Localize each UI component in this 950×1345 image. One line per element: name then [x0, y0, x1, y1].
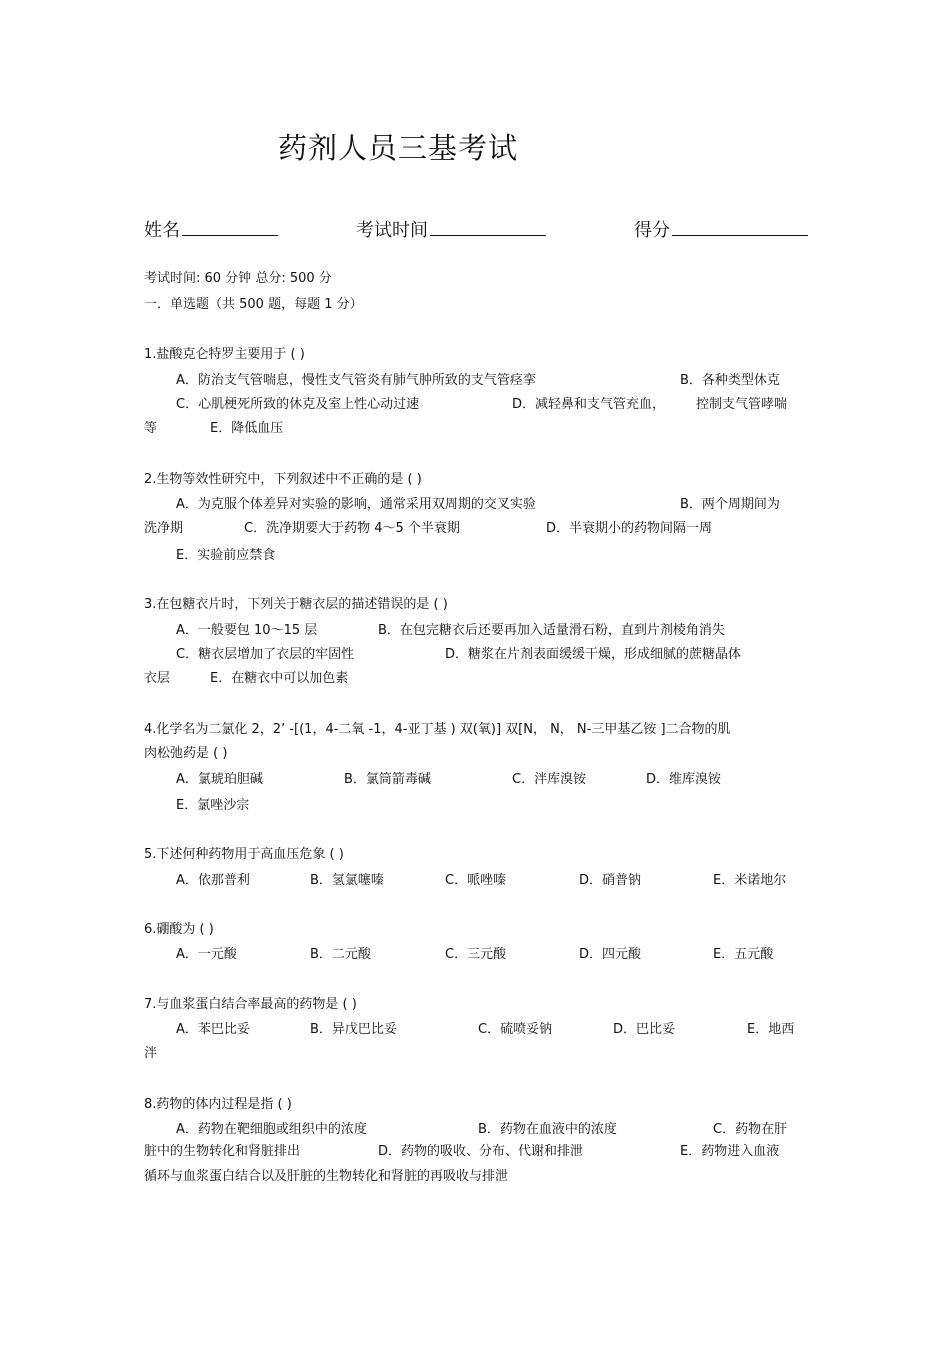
option: D．维库溴铵: [646, 772, 722, 787]
option: A．一般要包 10～15 层: [176, 623, 318, 638]
option: D．四元酸: [579, 947, 642, 962]
option: E．药物进入血液: [680, 1144, 780, 1159]
option-continued: 洗净期: [144, 521, 184, 536]
option: B．氯筒箭毒碱: [344, 772, 431, 787]
option: B．二元酸: [310, 947, 371, 962]
option: C．硫喷妥钠: [478, 1022, 553, 1037]
question-stem: 7.与血浆蛋白结合率最高的药物是 ( ): [144, 997, 357, 1012]
exam-time-field[interactable]: [356, 216, 546, 242]
name-blank[interactable]: [182, 219, 278, 236]
question-stem: 6.硼酸为 ( ): [144, 922, 214, 937]
exam-time-blank[interactable]: [430, 219, 546, 236]
option: C．药物在肝: [713, 1122, 788, 1137]
option: D．半衰期小的药物间隔一周: [546, 521, 713, 536]
option: C．泮库溴铵: [512, 772, 587, 787]
option: B．各种类型休克: [680, 373, 780, 388]
option-continued: 控制支气管哮喘: [696, 397, 788, 412]
question-stem-continued: 肉松弛药是 ( ): [144, 746, 228, 761]
option: C．心肌梗死所致的休克及室上性心动过速: [176, 397, 420, 412]
option: A．一元酸: [176, 947, 237, 962]
option: E．米诺地尔: [713, 873, 787, 888]
option: E．地西: [747, 1022, 795, 1037]
option: E．实验前应禁食: [176, 548, 276, 563]
section-heading: 一．单选题（共 500 题，每题 1 分）: [144, 297, 363, 312]
option: A．氯琥珀胆碱: [176, 772, 263, 787]
option: B．在包完糖衣后还要再加入适量滑石粉，直到片剂棱角消失: [378, 623, 725, 638]
option-continued: 脏中的生物转化和肾脏排出: [144, 1144, 301, 1159]
option: D．巴比妥: [613, 1022, 676, 1037]
question-stem: 4.化学名为二氯化 2，2’ -[(1，4-二氧 -1，4-亚丁基 ) 双(氧)] 双[N， N， N-三甲基乙铵 ]二合物的肌: [144, 722, 731, 737]
option: E．氯唑沙宗: [176, 798, 250, 813]
option-continued: 泮: [144, 1046, 158, 1061]
score-blank[interactable]: [672, 219, 808, 236]
option: E．降低血压: [210, 421, 284, 436]
option: A．依那普利: [176, 873, 250, 888]
exam-info: 考试时间: 60 分钟 总分: 500 分: [144, 271, 332, 286]
question-stem: 3.在包糖衣片时，下列关于糖衣层的描述错误的是 ( ): [144, 597, 448, 612]
page-title: 药剂人员三基考试: [278, 131, 519, 165]
question-stem: 1.盐酸克仑特罗主要用于 ( ): [144, 347, 305, 362]
question-stem: 2.生物等效性研究中，下列叙述中不正确的是 ( ): [144, 472, 422, 487]
name-field[interactable]: [144, 216, 278, 242]
option: B．异戊巴比妥: [310, 1022, 397, 1037]
question-stem: 5.下述何种药物用于高血压危象 ( ): [144, 847, 344, 862]
option: C．三元酸: [445, 947, 507, 962]
option: C．洗净期要大于药物 4～5 个半衰期: [244, 521, 460, 536]
option-continued: 循环与血浆蛋白结合以及肝脏的生物转化和肾脏的再吸收与排泄: [144, 1169, 509, 1184]
question-stem: 8.药物的体内过程是指 ( ): [144, 1097, 292, 1112]
option: D．硝普钠: [579, 873, 642, 888]
option: A．药物在靶细胞或组织中的浓度: [176, 1122, 367, 1137]
option: C．糖衣层增加了衣层的牢固性: [176, 647, 355, 662]
option: A．苯巴比妥: [176, 1022, 250, 1037]
option: A．为克服个体差异对实验的影响，通常采用双周期的交叉实验: [176, 497, 536, 512]
score-label: 得分: [634, 220, 670, 241]
option: D．糖浆在片剂表面缓缓干燥，形成细腻的蔗糖晶体: [445, 647, 742, 662]
exam-time-label: 考试时间: [356, 220, 428, 241]
option: C．哌唑嗪: [445, 873, 507, 888]
option: D．药物的吸收、分布、代谢和排泄: [378, 1144, 584, 1159]
option-continued: 衣层: [144, 671, 171, 686]
option: D．减轻鼻和支气管充血，: [512, 397, 666, 412]
option: E．五元酸: [713, 947, 774, 962]
option: E．在糖衣中可以加色素: [210, 671, 349, 686]
score-field[interactable]: [634, 216, 808, 242]
option: B．两个周期间为: [680, 497, 780, 512]
option-continued: 等: [144, 421, 158, 436]
name-label: 姓名: [144, 220, 180, 241]
option: B．氢氯噻嗪: [310, 873, 384, 888]
option: B．药物在血液中的浓度: [478, 1122, 617, 1137]
option: A．防治支气管喘息，慢性支气管炎有肺气肿所致的支气管痉挛: [176, 373, 536, 388]
